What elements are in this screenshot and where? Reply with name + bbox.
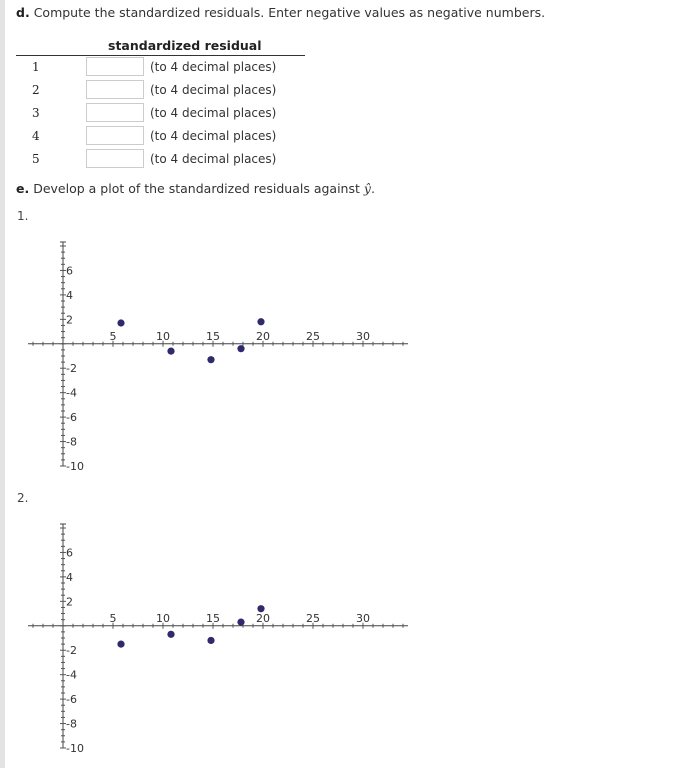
residual-input-4[interactable] (86, 126, 144, 145)
y-tick-label: -10 (66, 742, 84, 755)
y-tick-label: -2 (66, 362, 77, 376)
decimal-hint: (to 4 decimal places) (150, 83, 277, 97)
data-point (207, 637, 214, 644)
x-tick-label: 10 (156, 611, 170, 625)
part-e-prompt (16, 181, 375, 196)
y-tick-label: -4 (66, 668, 77, 682)
x-tick-label: 10 (156, 329, 170, 343)
table-row (16, 102, 316, 125)
y-tick-label: -10 (66, 460, 84, 473)
y-tick-label: 2 (66, 313, 73, 327)
x-tick-label: 25 (306, 329, 320, 343)
option-2-label[interactable]: 2. (17, 491, 29, 505)
residual-plot-2[interactable] (20, 516, 420, 765)
x-tick-label: 30 (356, 329, 370, 343)
x-tick-label: 15 (206, 611, 220, 625)
decimal-hint: (to 4 decimal places) (150, 129, 277, 143)
x-tick-label: 25 (306, 611, 320, 625)
residual-plot-1[interactable] (20, 234, 420, 483)
row-number: 4 (32, 129, 40, 143)
residual-input-3[interactable] (86, 103, 144, 122)
y-tick-label: -6 (66, 411, 77, 425)
x-tick-label: 15 (206, 329, 220, 343)
y-tick-label: -8 (66, 435, 77, 449)
x-tick-label: 5 (109, 611, 117, 625)
part-d-text: Compute the standardized residuals. Enter negative values as negative numbers. (33, 5, 546, 20)
table-row (16, 125, 316, 148)
data-point (237, 619, 244, 626)
decimal-hint: (to 4 decimal places) (150, 152, 277, 166)
decimal-hint: (to 4 decimal places) (150, 60, 277, 74)
y-tick-label: 6 (66, 546, 73, 560)
row-number: 5 (32, 152, 40, 166)
x-tick-label: 30 (356, 611, 370, 625)
data-point (257, 318, 264, 325)
part-d-label: d. (16, 5, 30, 20)
data-point (117, 641, 124, 648)
part-e-text: Develop a plot of the standardized residuals against (33, 181, 360, 196)
residual-input-1[interactable] (86, 57, 144, 76)
x-tick-label: 20 (256, 329, 270, 343)
part-e-label: e. (16, 181, 30, 196)
decimal-hint: (to 4 decimal places) (150, 106, 277, 120)
row-number: 3 (32, 106, 40, 120)
residual-column-title: standardized residual (108, 38, 262, 53)
residual-input-2[interactable] (86, 80, 144, 99)
data-point (117, 319, 124, 326)
table-row (16, 79, 316, 102)
residual-plot-2-svg (20, 516, 420, 761)
y-tick-label: -6 (66, 693, 77, 707)
option-1-label[interactable]: 1. (17, 209, 29, 223)
x-tick-label: 5 (109, 329, 117, 343)
data-point (167, 348, 174, 355)
table-row (16, 148, 316, 171)
y-tick-label: -8 (66, 717, 77, 731)
row-number: 1 (32, 60, 40, 74)
residual-input-5[interactable] (86, 149, 144, 168)
part-e-period: . (370, 181, 375, 196)
y-tick-label: 4 (66, 288, 73, 302)
x-tick-label: 20 (256, 611, 270, 625)
table-row (16, 56, 316, 79)
residual-table-header (16, 36, 305, 56)
y-tick-label: 6 (66, 264, 73, 278)
part-d-prompt (16, 5, 545, 20)
left-border (0, 0, 5, 768)
y-tick-label: 2 (66, 595, 73, 609)
data-point (167, 631, 174, 638)
data-point (257, 605, 264, 612)
y-hat-symbol: ŷ (363, 181, 371, 196)
y-tick-label: -2 (66, 644, 77, 658)
row-number: 2 (32, 83, 40, 97)
data-point (207, 356, 214, 363)
residual-plot-1-svg (20, 234, 420, 479)
y-tick-label: 4 (66, 570, 73, 584)
data-point (237, 345, 244, 352)
y-tick-label: -4 (66, 386, 77, 400)
